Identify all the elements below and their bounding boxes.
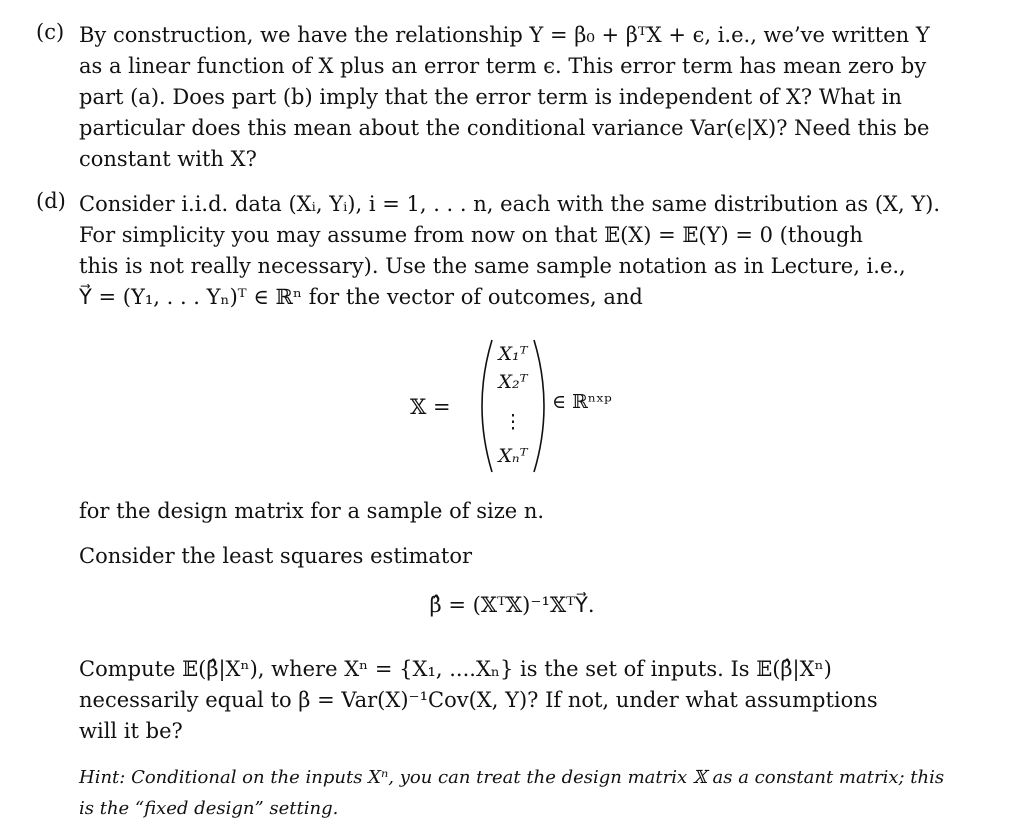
- matrix-row-n: Xₙᵀ: [498, 445, 528, 467]
- hint-line-2: is the “fixed design” setting.: [79, 798, 339, 819]
- part-d-line-4: Y⃗ = (Y₁, . . . Yₙ)ᵀ ∈ ℝⁿ for the vector of outcomes, and: [79, 285, 643, 309]
- matrix-rhs: ∈ ℝⁿˣᵖ: [552, 391, 612, 413]
- part-d: [36, 189, 971, 313]
- compute-question: [79, 654, 964, 747]
- part-d-line-2: For simplicity you may assume from now on that 𝔼(X) = 𝔼(Y) = 0 (though: [79, 223, 863, 247]
- matrix-lhs: 𝕏 =: [410, 395, 451, 419]
- part-d-label: (d): [36, 189, 66, 213]
- matrix-left-paren: [482, 340, 492, 472]
- design-matrix-caption: for the design matrix for a sample of size n.: [79, 499, 545, 523]
- compute-line-3: will it be?: [79, 719, 183, 743]
- matrix-right-paren: [534, 340, 544, 472]
- part-c-line-1: By construction, we have the relationship Y = β₀ + βᵀX + ϵ, i.e., we’ve written Y: [79, 23, 930, 47]
- part-c-line-2: as a linear function of X plus an error term ϵ. This error term has mean zero by: [79, 54, 927, 78]
- compute-line-1: Compute 𝔼(β̂|Xⁿ), where Xⁿ = {X₁, ....Xₙ} is the set of inputs. Is 𝔼(β̂|Xⁿ): [79, 657, 832, 681]
- part-d-line-3: this is not really necessary). Use the same sample notation as in Lecture, i.e.,: [79, 254, 906, 278]
- estimator-equation: β̂ = (𝕏ᵀ𝕏)⁻¹𝕏ᵀY⃗.: [429, 593, 595, 617]
- part-c-line-5: constant with X?: [79, 147, 257, 171]
- part-d-line-1: Consider i.i.d. data (Xᵢ, Yᵢ), i = 1, . . . n, each with the same distribution as (X, Y).: [79, 192, 941, 216]
- part-c-label: (c): [36, 20, 65, 44]
- hint-line-1: Hint: Conditional on the inputs Xⁿ, you can treat the design matrix 𝕏 as a constant matrix; this: [79, 767, 945, 788]
- design-matrix-figure: [410, 336, 670, 476]
- compute-line-2: necessarily equal to β = Var(X)⁻¹Cov(X, Y)? If not, under what assumptions: [79, 688, 878, 712]
- matrix-row-vdots: ⋮: [503, 411, 523, 433]
- part-c-line-4: particular does this mean about the conditional variance Var(ϵ|X)? Need this be: [79, 116, 930, 140]
- part-d-text: [79, 189, 971, 313]
- hint: [79, 762, 974, 824]
- matrix-row-2: X₂ᵀ: [498, 371, 528, 393]
- design-matrix: [410, 336, 670, 476]
- estimator-intro: Consider the least squares estimator: [79, 544, 473, 568]
- matrix-row-1: X₁ᵀ: [498, 343, 528, 365]
- part-c-text: [79, 20, 971, 175]
- part-c: [36, 20, 971, 175]
- part-c-line-3: part (a). Does part (b) imply that the error term is independent of X? What in: [79, 85, 902, 109]
